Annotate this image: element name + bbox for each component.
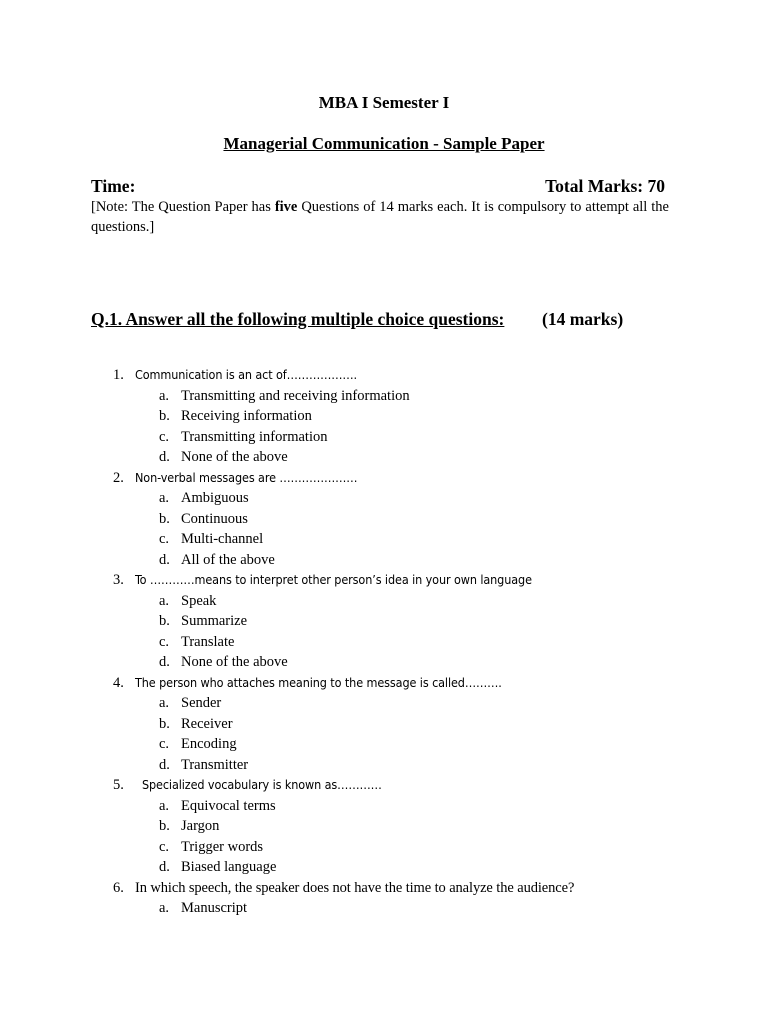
time-label: Time: <box>91 176 136 196</box>
option-item <box>0 734 768 755</box>
section-marks: (14 marks) <box>542 309 624 329</box>
note-text-after: Questions of 14 marks each. It is compulsory to attempt all the questions.] <box>91 199 669 235</box>
option-item <box>0 714 768 735</box>
option-text: Continuous <box>181 510 248 527</box>
option-text: Transmitting and receiving information <box>181 387 410 404</box>
option-letter: c. <box>159 736 170 752</box>
option-item <box>0 406 768 427</box>
option-item <box>0 652 768 673</box>
option-item <box>0 755 768 776</box>
option-item <box>0 591 768 612</box>
option-item <box>0 611 768 632</box>
section-heading-text: Q.1. Answer all the following multiple choice questions: <box>91 309 505 329</box>
option-text: Receiver <box>181 715 233 732</box>
option-letter: c. <box>159 428 170 445</box>
option-text: Transmitter <box>181 756 249 773</box>
option-item <box>0 427 768 448</box>
question-text: Non-verbal messages are ………………… <box>135 469 358 485</box>
question-item <box>0 878 768 899</box>
option-item <box>0 550 768 571</box>
option-item <box>0 693 768 714</box>
option-item <box>0 857 768 878</box>
question-text: Communication is an act of………………. <box>135 367 358 382</box>
question-item <box>0 365 768 386</box>
option-item <box>0 632 768 653</box>
note-text-bold: five <box>274 199 298 215</box>
option-item <box>0 529 768 550</box>
option-text: Summarize <box>181 613 248 629</box>
option-letter: c. <box>159 633 170 650</box>
option-item <box>0 837 768 858</box>
option-letter: b. <box>159 715 170 732</box>
option-text: Ambiguous <box>181 490 249 506</box>
option-text: Multi-channel <box>181 531 264 547</box>
option-item <box>0 509 768 530</box>
option-letter: d. <box>159 654 170 670</box>
option-text: Sender <box>181 695 222 711</box>
option-letter: d. <box>159 551 170 568</box>
question-text: The person who attaches meaning to the message is called………. <box>135 674 502 690</box>
option-text: None of the above <box>181 449 288 465</box>
option-letter: d. <box>159 449 170 465</box>
option-letter: a. <box>159 695 170 711</box>
option-text: Encoding <box>181 736 237 752</box>
paper-title: Managerial Communication - Sample Paper <box>223 134 545 153</box>
option-letter: a. <box>159 797 170 814</box>
option-text: Transmitting information <box>181 428 328 445</box>
option-letter: b. <box>159 408 170 424</box>
option-item <box>0 796 768 817</box>
option-text: Trigger words <box>181 838 264 855</box>
question-number: 2. <box>113 469 124 486</box>
option-letter: d. <box>159 859 170 875</box>
option-letter: b. <box>159 510 170 527</box>
option-item <box>0 447 768 468</box>
question-list <box>0 365 768 919</box>
option-text: All of the above <box>181 551 275 568</box>
option-text: Equivocal terms <box>181 797 276 814</box>
question-number: 6. <box>113 879 124 896</box>
option-letter: a. <box>159 490 170 506</box>
question-text: Specialized vocabulary is known as………… <box>135 777 382 792</box>
total-marks: Total Marks: 70 <box>545 176 665 196</box>
question-number: 4. <box>113 674 124 691</box>
question-item <box>0 570 768 591</box>
option-text: Manuscript <box>181 900 248 916</box>
option-letter: b. <box>159 613 170 629</box>
question-item <box>0 468 768 489</box>
option-item <box>0 816 768 837</box>
option-letter: a. <box>159 387 170 404</box>
option-letter: b. <box>159 818 170 834</box>
option-text: Speak <box>181 592 217 609</box>
option-text: None of the above <box>181 654 288 670</box>
option-letter: a. <box>159 592 170 609</box>
question-text: To …………means to interpret other person’s idea in your own language <box>135 572 532 587</box>
option-letter: d. <box>159 756 170 773</box>
option-item <box>0 488 768 509</box>
course-title: MBA I Semester I <box>318 93 450 112</box>
question-number: 5. <box>113 777 124 793</box>
option-text: Receiving information <box>181 408 312 424</box>
question-item <box>0 775 768 796</box>
instructions-note <box>91 197 669 237</box>
option-text: Biased language <box>181 859 277 875</box>
option-item <box>0 386 768 407</box>
question-number: 1. <box>113 367 124 383</box>
option-letter: c. <box>159 531 170 547</box>
note-text-before: [Note: The Question Paper has <box>91 199 275 215</box>
section-heading <box>91 309 691 330</box>
option-text: Translate <box>181 633 235 650</box>
time-marks-row <box>91 176 665 197</box>
question-text: In which speech, the speaker does not have the time to analyze the audience? <box>135 879 575 896</box>
question-item <box>0 673 768 694</box>
option-text: Jargon <box>181 818 220 834</box>
option-letter: a. <box>159 900 170 916</box>
question-number: 3. <box>113 572 124 588</box>
option-item <box>0 898 768 919</box>
option-letter: c. <box>159 838 170 855</box>
